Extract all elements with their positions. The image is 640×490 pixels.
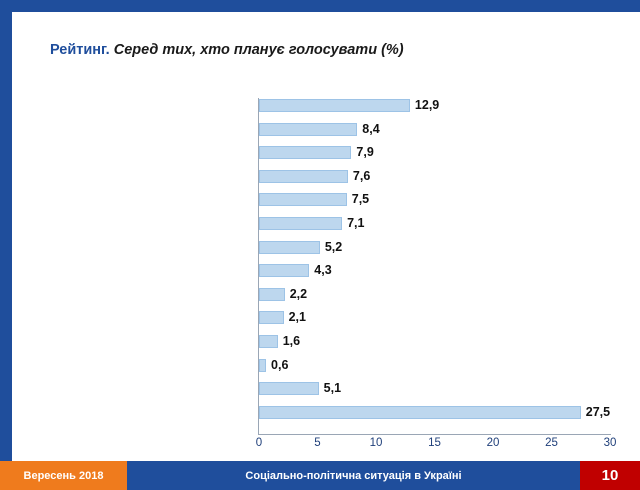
bar — [259, 170, 348, 183]
bar — [259, 241, 320, 254]
bar-row — [0, 98, 640, 113]
bar-value-label: 0,6 — [271, 357, 289, 372]
bar — [259, 406, 581, 419]
bar-value-label: 7,5 — [351, 192, 370, 207]
top-accent-bar — [0, 0, 640, 12]
bar — [259, 359, 266, 372]
x-axis-line — [258, 434, 611, 435]
bar-value-label: 7,6 — [352, 168, 371, 183]
bar-row — [0, 216, 640, 231]
x-tick-label: 25 — [545, 437, 558, 449]
x-tick-label: 5 — [314, 437, 321, 449]
footer-caption: Соціально-політична ситуація в Україні — [127, 461, 580, 490]
footer-bar — [0, 461, 640, 490]
footer-date: Вересень 2018 — [0, 461, 127, 490]
bar — [259, 123, 357, 136]
bar-value-label: 7,9 — [356, 145, 374, 160]
bar-value-label: 5,2 — [324, 239, 343, 254]
bar-value-label: 1,6 — [282, 334, 301, 348]
x-tick-label: 0 — [255, 437, 263, 449]
bar-value-label: 2,2 — [289, 286, 308, 301]
bar-value-label: 5,1 — [323, 381, 342, 396]
bar — [259, 288, 285, 301]
bar-row — [0, 358, 640, 373]
bar-value-label: 4,3 — [314, 263, 332, 278]
bar — [259, 382, 319, 395]
bar-row — [0, 122, 640, 137]
bar-row — [0, 240, 640, 255]
x-tick-label: 30 — [603, 437, 617, 449]
bar — [259, 311, 284, 324]
x-tick-label: 20 — [486, 437, 500, 449]
bar-row — [0, 334, 640, 349]
bar-row — [0, 310, 640, 325]
bar-row — [0, 145, 640, 160]
bar-chart — [0, 90, 640, 450]
bar-row — [0, 381, 640, 396]
page-title-italic: Серед тих, хто планує голосувати (%) — [109, 42, 404, 58]
x-tick-label: 15 — [428, 437, 441, 449]
bar — [259, 146, 351, 159]
bar-row — [0, 287, 640, 302]
bar-value-label: 12,9 — [414, 98, 440, 112]
bar — [259, 217, 342, 230]
bar-row — [0, 263, 640, 278]
bar — [259, 335, 278, 348]
bar — [259, 264, 309, 277]
bar-value-label: 2,1 — [288, 310, 306, 325]
page-title — [50, 42, 404, 58]
bar-value-label: 7,1 — [347, 216, 365, 230]
bar-value-label: 27,5 — [585, 404, 611, 419]
bar-row — [0, 169, 640, 184]
bar — [259, 99, 410, 112]
footer-page-number: 10 — [580, 461, 640, 490]
bar-row — [0, 405, 640, 420]
x-tick-label: 10 — [369, 437, 383, 449]
bar — [259, 193, 347, 206]
page-title-bold: Рейтинг. — [50, 42, 110, 58]
bar-value-label: 8,4 — [362, 121, 380, 136]
bar-row — [0, 192, 640, 207]
